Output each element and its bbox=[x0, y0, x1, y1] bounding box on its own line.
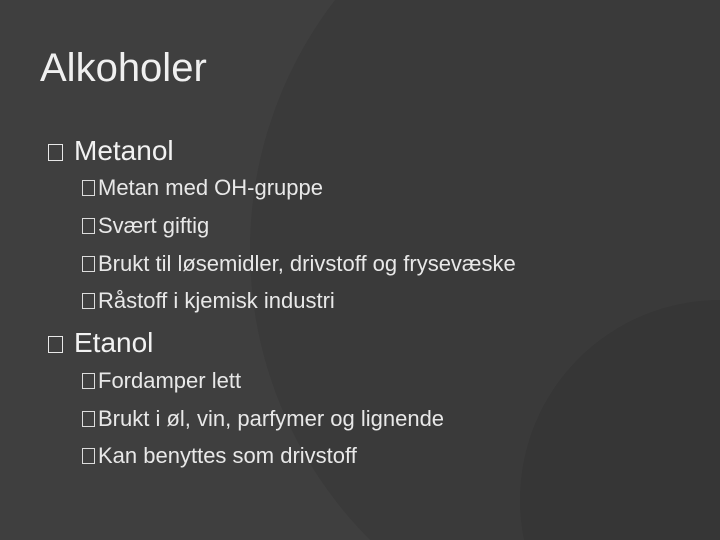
slide-title: Alkoholer bbox=[40, 46, 207, 90]
bullet-item bbox=[82, 406, 444, 432]
bullet-box-icon bbox=[82, 218, 95, 234]
bullet-box-icon bbox=[48, 336, 63, 353]
bullet-box-icon bbox=[82, 293, 95, 309]
bullet-box-icon bbox=[48, 144, 63, 161]
bullet-item-text: Kan benyttes som drivstoff bbox=[98, 443, 357, 468]
bullet-item-text: Fordamper lett bbox=[98, 368, 242, 393]
bullet-item bbox=[82, 251, 516, 277]
section-heading-label: Metanol bbox=[74, 135, 174, 166]
bullet-box-icon bbox=[82, 256, 95, 272]
bullet-item-text: Svært giftig bbox=[98, 213, 210, 238]
bullet-item bbox=[82, 443, 357, 469]
bullet-box-icon bbox=[82, 411, 95, 427]
section-heading-etanol bbox=[48, 327, 153, 359]
section-heading-metanol bbox=[48, 135, 174, 167]
section-heading-label: Etanol bbox=[74, 327, 154, 358]
bullet-item bbox=[82, 213, 209, 239]
bullet-item bbox=[82, 288, 335, 314]
bullet-box-icon bbox=[82, 180, 95, 196]
bullet-item bbox=[82, 175, 323, 201]
bullet-item-text: Metan med OH-gruppe bbox=[98, 175, 323, 200]
bullet-item-text: Råstoff i kjemisk industri bbox=[98, 288, 335, 313]
bullet-box-icon bbox=[82, 373, 95, 389]
bullet-item-text: Brukt til løsemidler, drivstoff og frysevæske bbox=[98, 251, 516, 276]
bullet-box-icon bbox=[82, 448, 95, 464]
bullet-item bbox=[82, 368, 241, 394]
bullet-item-text: Brukt i øl, vin, parfymer og lignende bbox=[98, 406, 445, 431]
